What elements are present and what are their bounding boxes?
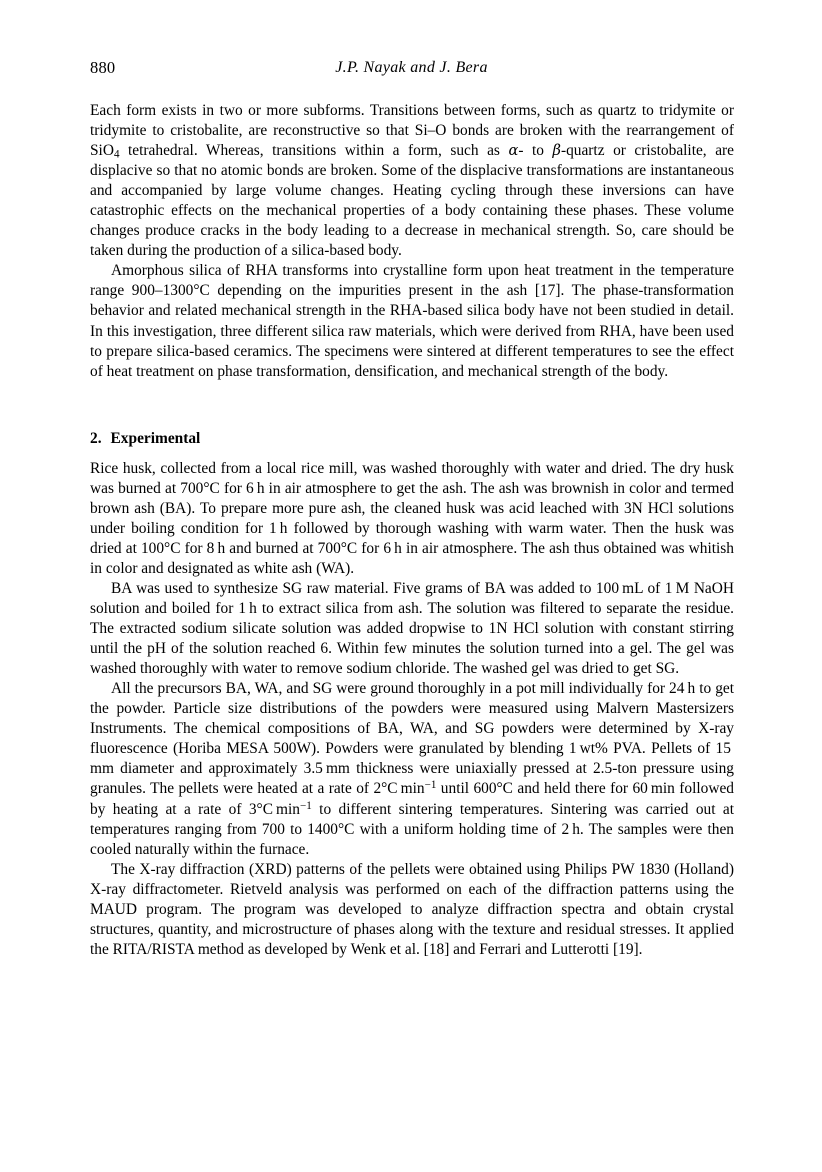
- subscript: 4: [113, 148, 120, 161]
- section-title: Experimental: [110, 429, 201, 447]
- experimental-paragraphs: [90, 459, 734, 960]
- paragraph: The X-ray diffraction (XRD) patterns of the pellets were obtained using Philips PW 1830 (Holland) X-ray diffractometer. Rietveld analysis was performed on each of the diffraction patterns using the MAUD program. The program was developed to analyze diffraction spectra and obtain crystal structures, quantity, and microstructure of phases along with the texture and residual stresses. It applied the RITA/RISTA method as developed by Wenk et al. [18] and Ferrari and Lutterotti [19].: [90, 860, 734, 958]
- paragraph: Amorphous silica of RHA transforms into crystalline form upon heat treatment in the temperature range 900–1300°C depending on the impurities present in the ash [17]. The phase-transformation behavior and related mechanical strength in the RHA-based silica body have not been studied in detail. In this investigation, three different silica raw materials, which were derived from RHA, have been used to prepare silica-based ceramics. The specimens were sintered at different temperatures to see the effect of heat treatment on phase transformation, densification, and mechanical strength of the body.: [90, 262, 734, 380]
- running-head-authors: J.P. Nayak and J. Bera: [335, 59, 488, 76]
- section-number: 2.: [90, 429, 102, 447]
- superscript: −1: [299, 799, 312, 812]
- intro-paragraphs: [90, 101, 734, 382]
- paragraph: Each form exists in two or more subforms. Transitions between forms, such as quartz to tridymite or tridymite to cristobalite, are reconstructive so that Si–O bonds are broken with the rearrangement of SiO$_4$ tetrahedral. Whereas, transitions within a form, such as α- to β-quartz or cristobalite, are displacive so that no atomic bonds are broken. Some of the displacive transformations are instantaneous and accompanied by large volume changes. Heating cycling through these inversions can have catastrophic effects on the mechanical properties of a body containing these phases. These volume changes produce cracks in the body leading to a decrease in mechanical strength. So, care should be taken during the production of a silica-based body.: [90, 102, 734, 260]
- greek-symbol: β: [552, 142, 561, 160]
- paragraph: BA was used to synthesize SG raw material. Five grams of BA was added to 100 mL of 1 M NaOH solution and boiled for 1 h to extract silica from ash. The solution was filtered to separate the residue. The extracted sodium silicate solution was added dropwise to 1N HCl solution with constant stirring until the pH of the solution reached 6. Within few minutes the solution turned into a gel. The gel was washed thoroughly with water to remove sodium chloride. The washed gel was dried to get SG.: [90, 579, 734, 678]
- greek-symbol: α: [508, 142, 519, 160]
- section-head-spacer: [90, 382, 734, 429]
- running-head: [90, 58, 733, 80]
- post-heading-spacer: [90, 449, 734, 459]
- body-text-column: [90, 101, 734, 960]
- superscript: −1: [424, 779, 437, 792]
- section-heading: [90, 429, 734, 449]
- page-number: 880: [90, 58, 116, 77]
- paragraph: All the precursors BA, WA, and SG were ground thoroughly in a pot mill individually for 24 h to get the powder. Particle size distributions of the powders were measured using Malvern Mastersizers Instruments. The chemical compositions of BA, WA, and SG powders were determined by X-ray fluorescence (Horiba MESA 500W). Powders were granulated by blending 1 wt% PVA. Pellets of 15 mm diameter and approximately 3.5 mm thickness were uniaxially pressed at 2.5-ton pressure using granules. The pellets were heated at a rate of 2°C $\min^{-1}$ until 600°C and held there for 60 min followed by heating at a rate of 3°C $\min^{-1}$ to different sintering temperatures. Sintering was carried out at temperatures ranging from 700 to 1400°C with a uniform holding time of 2 h. The samples were then cooled naturally within the furnace.: [90, 680, 734, 858]
- paragraph: Rice husk, collected from a local rice mill, was washed thoroughly with water and dried. The dry husk was burned at 700°C for 6 h in air atmosphere to get the ash. The ash was brownish in color and termed brown ash (BA). To prepare more pure ash, the cleaned husk was acid leached with 3N HCl solutions under boiling condition for 1 h followed by thorough washing with warm water. Then the husk was dried at 100°C for 8 h and burned at 700°C for 6 h in air atmosphere. The ash thus obtained was whitish in color and designated as white ash (WA).: [90, 459, 734, 577]
